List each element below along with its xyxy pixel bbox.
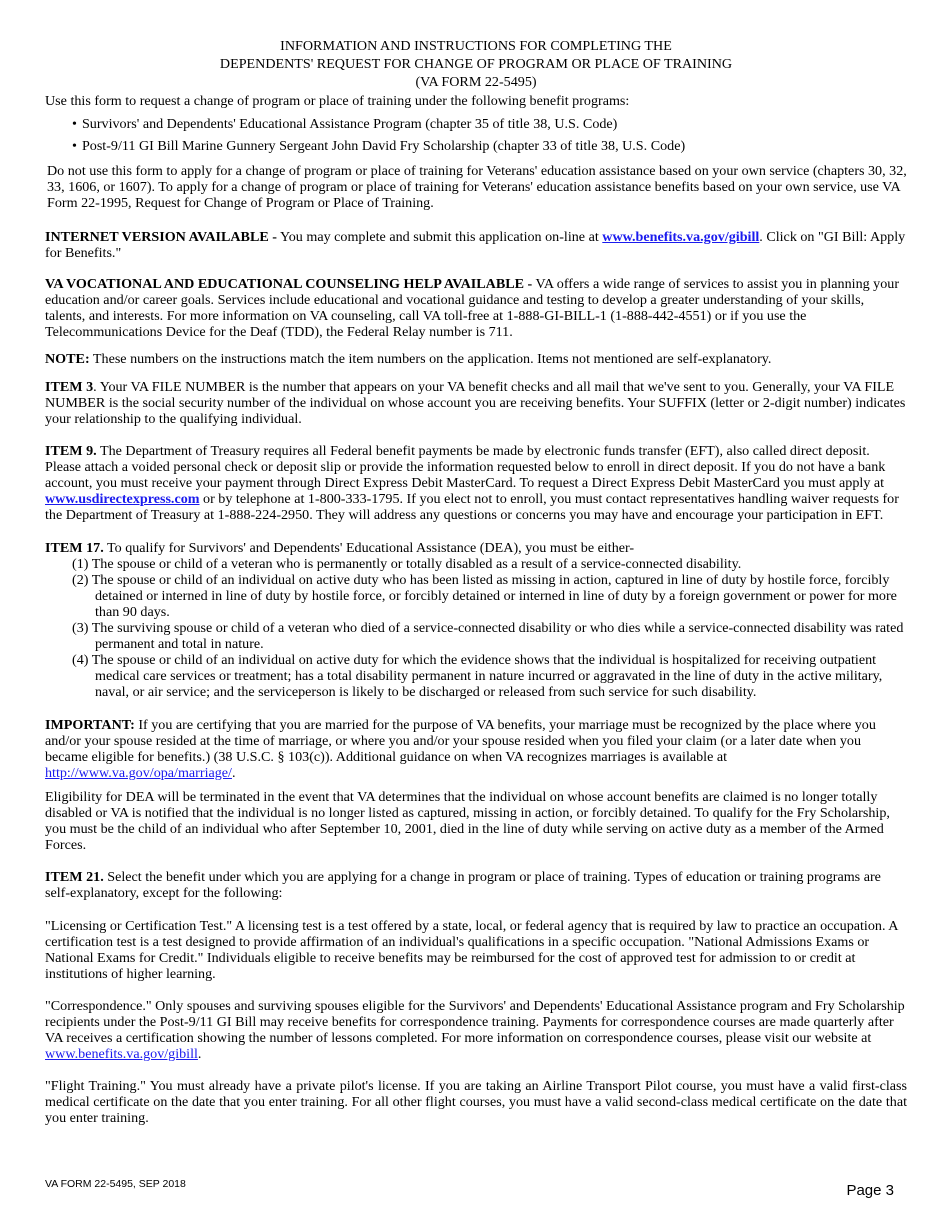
page-number: Page 3	[846, 1182, 894, 1199]
item-9-text: The Department of Treasury requires all Federal benefit payments be made by electronic funds transfer (EFT), also called direct deposit. Please attach a voided personal check or deposit slip or provide the information requested below to enroll in direct deposit. If you do not have a bank account, you must receive your payment through Direct Express Debit MasterCard. To request a Direct Express Debit MasterCard you must apply at	[45, 443, 886, 491]
correspondence-section	[45, 998, 907, 1062]
usdirectexpress-link[interactable]: www.usdirectexpress.com	[45, 491, 200, 507]
correspondence-text-after: .	[197, 1046, 202, 1062]
item-17-section	[45, 540, 907, 700]
correspondence-text: "Correspondence." Only spouses and surviving spouses eligible for the Survivors' and Dependents' Educational Assistance program and Fry Scholarship recipients under the Post-9/11 GI Bill may receive benefits for correspondence training. Payments for correspondence courses are made quarterly after VA receives a certification showing the number of lessons completed. For more information on correspondence courses, please visit our website at	[45, 998, 905, 1046]
intro-text: Use this form to request a change of program or place of training under the following benefit programs:	[45, 93, 630, 109]
item-17-text: To qualify for Survivors' and Dependents' Educational Assistance (DEA), you must be either-	[103, 540, 635, 556]
item-9-section	[45, 443, 907, 523]
page-title	[45, 37, 907, 91]
title-line-3: (VA FORM 22-5495)	[415, 74, 537, 90]
item-17-heading: ITEM 17.	[45, 540, 104, 556]
benefit-program-item: • Post-9/11 GI Bill Marine Gunnery Sergeant John David Fry Scholarship (chapter 33 of title 38, U.S. Code)	[72, 135, 907, 157]
important-section	[45, 717, 907, 781]
list-item: (4) The spouse or child of an individual on active duty for which the evidence shows that the individual is hospitalized for receiving outpatient medical care services or treatment; has a total disability permanent in nature incurred or aggravated in the line of duty in the active military, naval, or air service; and the serviceperson is likely to be discharged or released from such service for such disability.	[72, 652, 883, 700]
important-text-after: .	[231, 765, 236, 781]
note-heading: NOTE:	[45, 351, 90, 367]
form-identifier: VA FORM 22-5495, SEP 2018	[45, 1178, 186, 1190]
list-item: (1) The spouse or child of a veteran who is permanently or totally disabled as a result of a service-connected disability.	[72, 556, 742, 572]
item-9-text-after: or by telephone at 1-800-333-1795. If you elect not to enroll, you must contact representatives handling waiver requests for the Department of Treasury at 1-888-224-2950. They will address any questions or concerns you may have and encourage your participation in EFT.	[45, 491, 899, 523]
dea-eligibility-list	[72, 556, 907, 700]
instructions-page	[45, 37, 907, 1126]
benefit-program-item: • Survivors' and Dependents' Educational Assistance Program (chapter 35 of title 38, U.S. Code)	[72, 113, 907, 135]
item-3-section	[45, 379, 907, 427]
title-line-2: DEPENDENTS' REQUEST FOR CHANGE OF PROGRAM OR PLACE OF TRAINING	[219, 56, 733, 72]
counseling-heading: VA VOCATIONAL AND EDUCATIONAL COUNSELING HELP AVAILABLE -	[45, 276, 533, 292]
internet-heading: INTERNET VERSION AVAILABLE -	[45, 229, 277, 245]
internet-version-section	[45, 229, 907, 261]
marriage-link[interactable]: http://www.va.gov/opa/marriage/	[45, 765, 232, 781]
counseling-text: VA offers a wide range of services to assist you in planning your education and/or career goals. Services include educational and vocational guidance and testing to develop a greater understanding of your skills, talents, and interests. For more information on VA counseling, call VA toll-free at 1-888-GI-BILL-1 (1-888-442-4551) or if you use the Telecommunications Device for the Deaf (TDD), the Federal Relay number is 711.	[45, 276, 900, 340]
eligibility-text: Eligibility for DEA will be terminated in the event that VA determines that the individual on whose account benefits are claimed is no longer totally disabled or VA is notified that the individual is no longer listed as captured, missing in action, or forcibly detained. To qualify for the Fry Scholarship, you must be the child of an individual who after September 10, 2001, died in the line of duty while serving on active duty as a member of the Armed Forces.	[45, 789, 890, 853]
gibill-link[interactable]: www.benefits.va.gov/gibill	[602, 229, 760, 245]
item-3-text: . Your VA FILE NUMBER is the number that appears on your VA benefit checks and all mail that we've sent to you. Generally, your VA FILE NUMBER is the social security number of the individual on whose account you are receiving benefits. Your SUFFIX (letter or 2-digit number) indicates your relationship to the qualifying individual.	[45, 379, 906, 427]
list-item: (3) The surviving spouse or child of a veteran who died of a service-connected disability or who dies while a service-connected disability was rated permanent and total in nature.	[72, 620, 904, 652]
benefit-program-list	[72, 113, 907, 157]
licensing-text: "Licensing or Certification Test." A licensing test is a test offered by a state, local, or federal agency that is required by law to practice an occupation. A certification test is a test designed to provide affirmation of an individual's qualifications in a specific occupation. "National Admissions Exams or National Exams for Credit." Individuals eligible to receive benefits may be reimbursed for the cost of approved test for admission to or credit at institutions of higher learning.	[45, 918, 898, 982]
title-line-1: INFORMATION AND INSTRUCTIONS FOR COMPLETING THE	[280, 38, 672, 54]
note-section	[45, 351, 907, 367]
internet-text-after: . Click on "GI Bill: Apply for Benefits."	[45, 229, 906, 261]
item-21-text: Select the benefit under which you are applying for a change in program or place of training. Types of education or training programs are self-explanatory, except for the following:	[45, 869, 881, 901]
internet-text: You may complete and submit this application on-line at	[276, 229, 603, 245]
flight-training-text: "Flight Training." You must already have a private pilot's license. If you are taking an Airline Transport Pilot course, you must have a valid first-class medical certificate on the date that you enter training. For all other flight courses, you must have a valid second-class medical certificate on the date that you enter training.	[45, 1078, 907, 1126]
item-21-heading: ITEM 21.	[45, 869, 104, 885]
do-not-use-notice: Do not use this form to apply for a change of program or place of training for Veterans' education assistance based on your own service (chapters 30, 32, 33, 1606, or 1607). To apply for a change of program or place of training for Veterans' education assistance benefits based on your own service, use VA Form 22-1995, Request for Change of Program or Place of Training.	[47, 163, 907, 211]
counseling-section	[45, 276, 907, 340]
important-heading: IMPORTANT:	[45, 717, 135, 733]
item-9-heading: ITEM 9.	[45, 443, 97, 459]
gibill-link-2[interactable]: www.benefits.va.gov/gibill	[45, 1046, 198, 1062]
note-text: These numbers on the instructions match the item numbers on the application. Items not mentioned are self-explanatory.	[89, 351, 772, 367]
list-item: (2) The spouse or child of an individual on active duty who has been listed as missing in action, captured in line of duty by hostile force, forcibly detained or interned in line of duty by hostile force, or forcibly detained or interned in line of duty by a foreign government or power for more than 90 days.	[72, 572, 897, 620]
important-text: If you are certifying that you are married for the purpose of VA benefits, your marriage must be recognized by the place where you and/or your spouse resided at the time of marriage, or where you and/or your spouse resided when you filed your claim (or a later date when you became eligible for benefits.) (38 U.S.C. § 103(c)). Additional guidance on when VA recognizes marriages is available at	[45, 717, 876, 765]
item-3-heading: ITEM 3	[45, 379, 94, 395]
item-21-section	[45, 869, 907, 901]
